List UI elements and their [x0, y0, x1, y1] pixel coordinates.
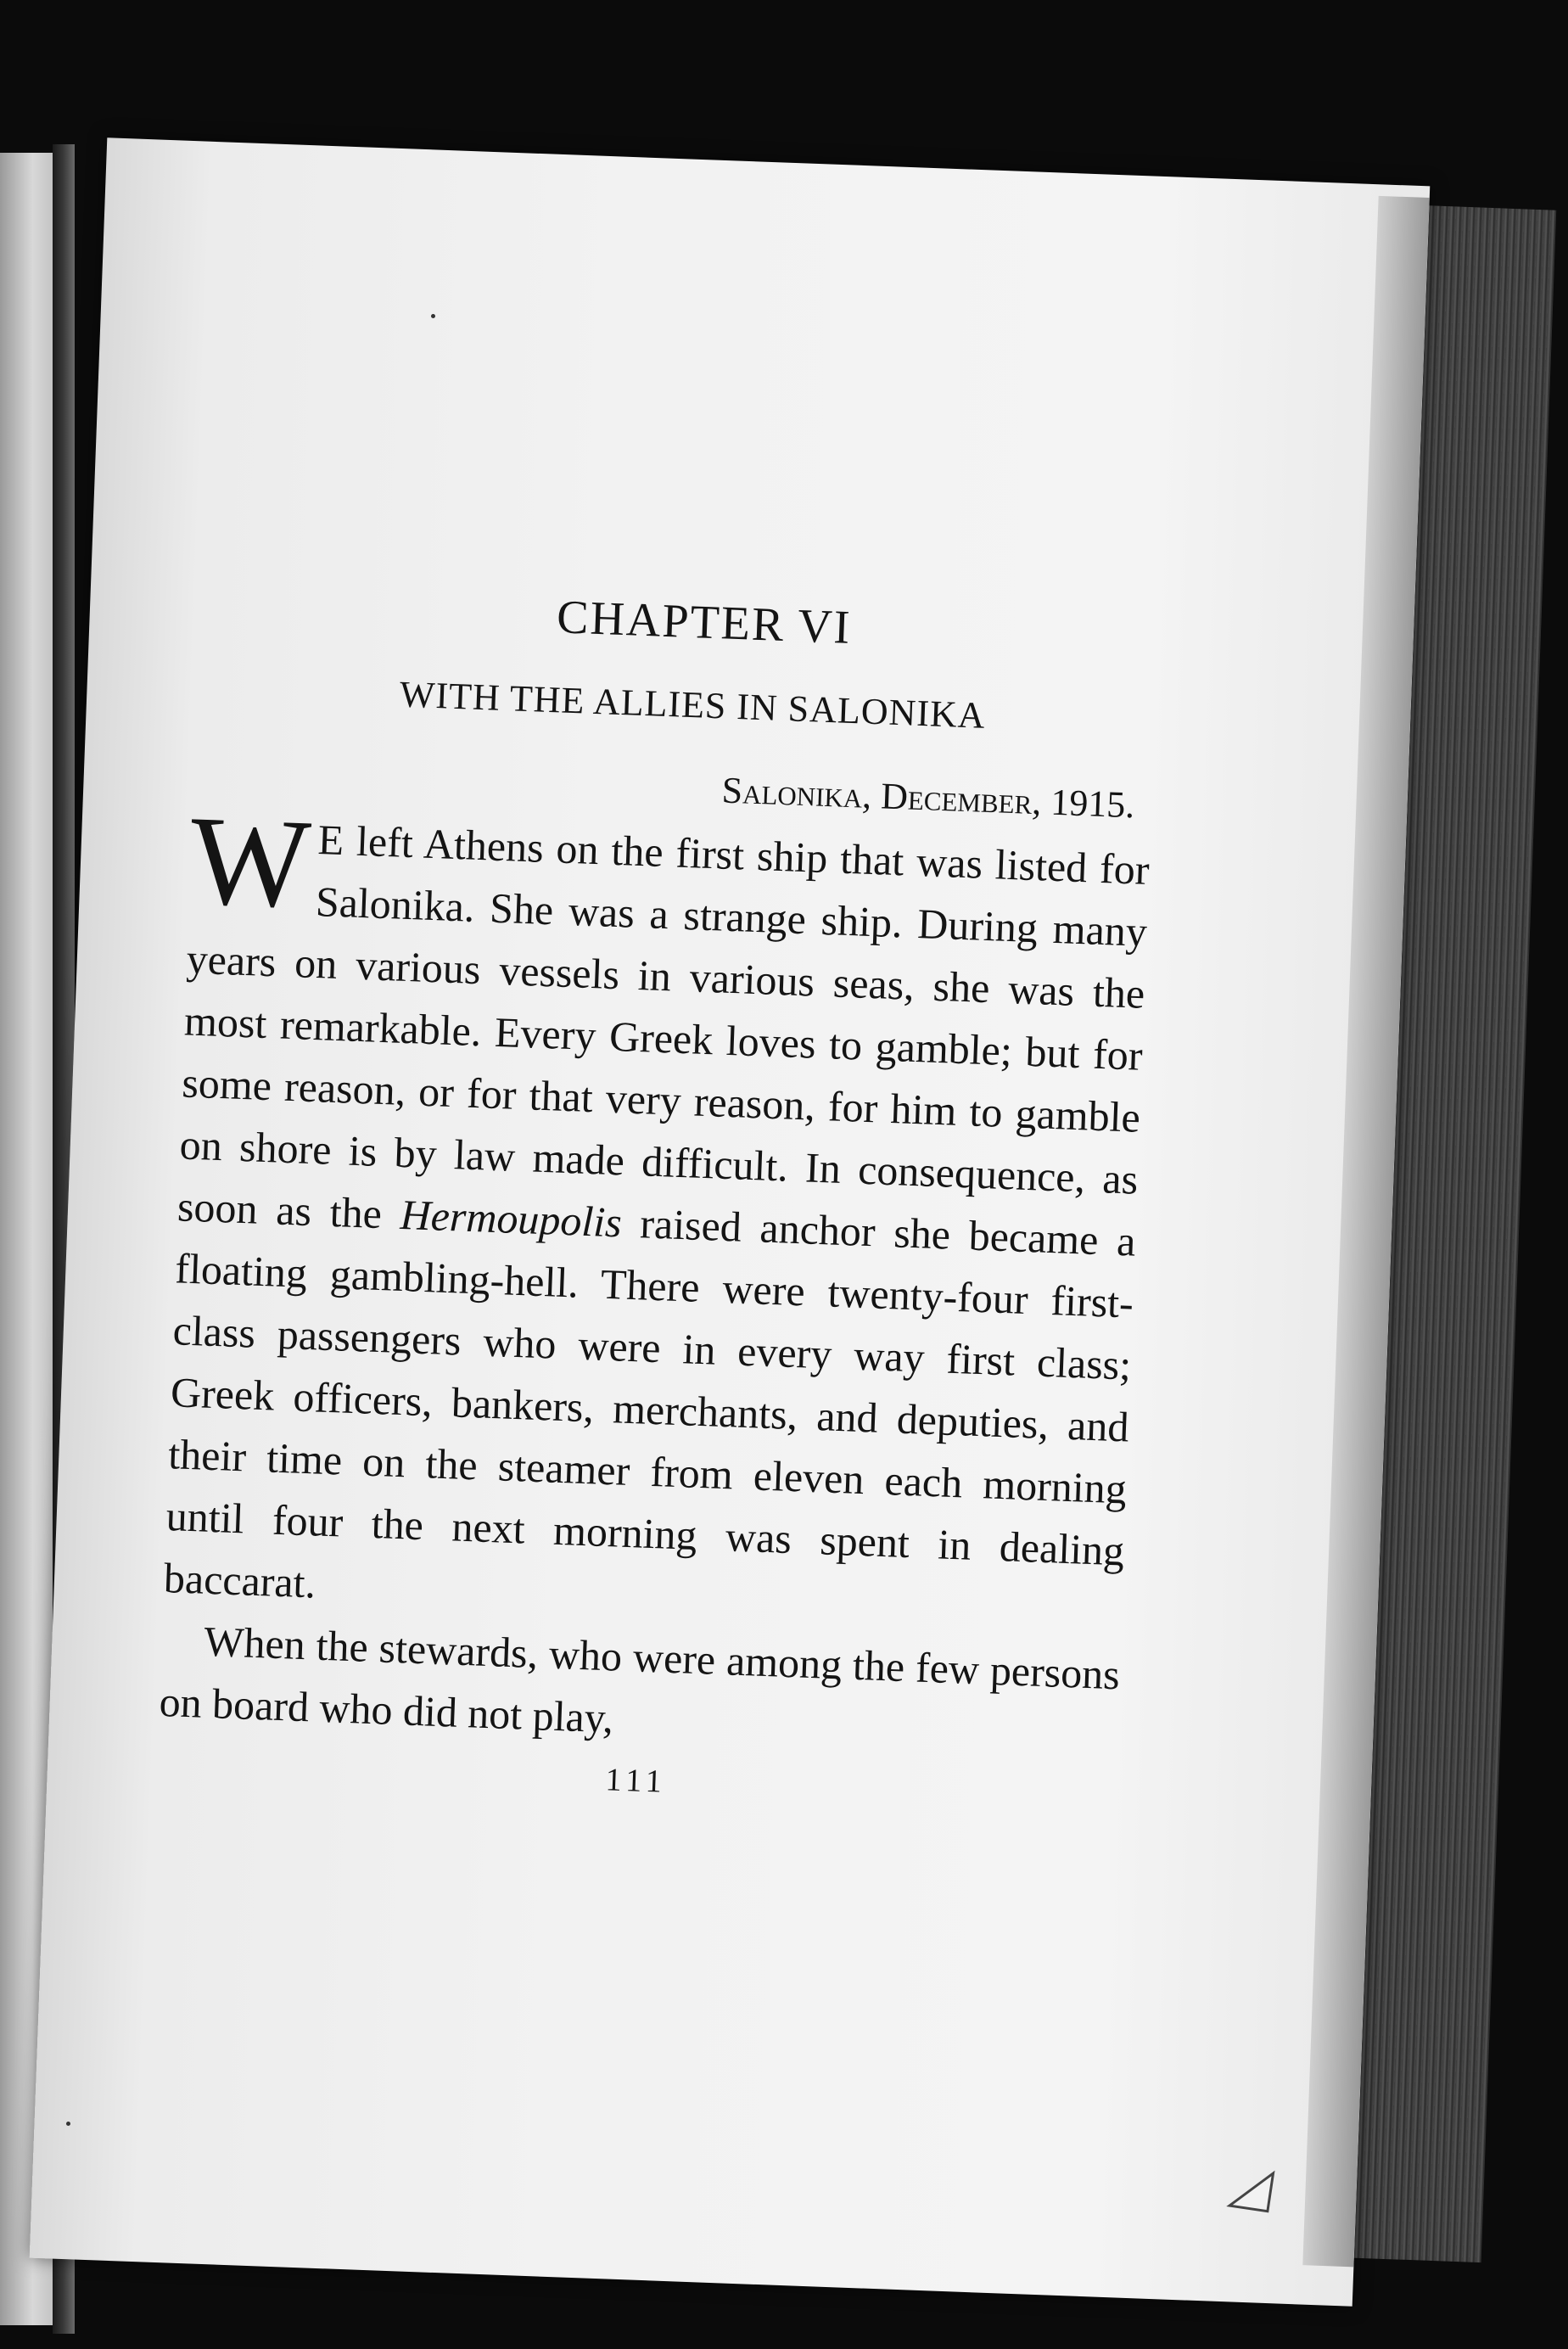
chapter-heading: CHAPTER VI: [556, 591, 853, 654]
paragraph-1-end: raised anchor she became a floating gambling-hell. There were twenty-four first-class passengers who were in every way first class; Greek officers, bankers, merchants, and deputies, and their time on the steamer from eleven each morning until four the next morning was spent in dealing baccarat.: [163, 1198, 1137, 1607]
folded-corner: [1221, 2155, 1283, 2217]
drop-cap: W: [188, 789, 313, 935]
chapter-title: WITH THE ALLIES IN SALONIKA: [399, 673, 987, 737]
dateline: Salonika, December, 1915.: [720, 769, 1136, 827]
dust-speck: [431, 314, 435, 318]
page-text: [156, 577, 1158, 1817]
ship-name: Hermoupolis: [399, 1190, 623, 1247]
dust-speck: [66, 2122, 70, 2126]
paragraph-1-text: E left Athens on the first ship that was listed for Salonika. She was a strange ship. During many years on various vessels in various seas, she was the most remarkable. Every Greek loves to gamble; but for some reason, or for that very reason, for him to gamble on shore is by law made difficult. In consequence, as soon as the: [176, 816, 1151, 1238]
page-number: 111: [604, 1762, 668, 1800]
paragraph-2: When the stewards, who were among the few persons on board who did not play,: [158, 1617, 1121, 1742]
